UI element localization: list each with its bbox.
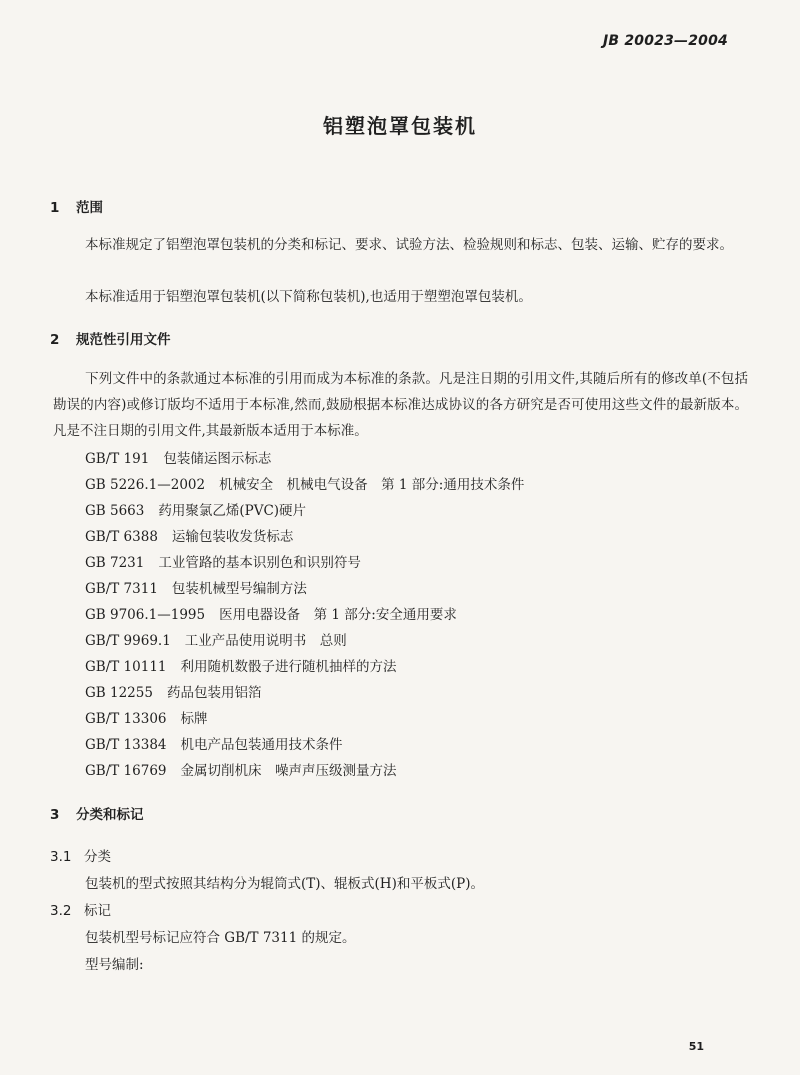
- paragraph-text: 下列文件中的条款通过本标准的引用而成为本标准的条款。凡是注日期的引用文件,其随后所有的修改单(不包括勘误的内容)或修订版均不适用于本标准,然而,鼓励根据本标准达成协议的各方研究是否可使用这些文件的最新版本。凡是不注日期的引用文件,其最新版本适用于本标准。: [53, 371, 748, 439]
- reference-name: 机电产品包装通用技术条件: [180, 737, 343, 753]
- reference-item: [85, 655, 397, 675]
- section-number: 3.2: [50, 903, 72, 919]
- reference-name: 运输包装收发货标志: [171, 529, 294, 545]
- reference-code: GB 5226.1—2002: [85, 477, 206, 493]
- reference-name: 机械安全 机械电气设备 第 1 部分:通用技术条件: [219, 477, 525, 493]
- standard-number: JB 20023—2004: [602, 33, 728, 49]
- section-1-paragraph-1: [53, 232, 748, 258]
- reference-item: [85, 759, 397, 779]
- paragraph-text: 本标准规定了铝塑泡罩包装机的分类和标记、要求、试验方法、检验规则和标志、包装、运输、贮存的要求。: [85, 237, 733, 253]
- reference-item: [85, 681, 261, 701]
- reference-name: 标牌: [180, 711, 208, 727]
- reference-name: 医用电器设备 第 1 部分:安全通用要求: [219, 607, 457, 623]
- section-title: 分类: [84, 849, 111, 865]
- section-3-2-text-2: 型号编制:: [85, 957, 144, 973]
- section-3-2-text: 包装机型号标记应符合 GB/T 7311 的规定。: [85, 930, 356, 946]
- reference-name: 利用随机数骰子进行随机抽样的方法: [180, 659, 397, 675]
- reference-code: GB/T 13306: [85, 711, 167, 727]
- section-title: 分类和标记: [76, 807, 144, 823]
- reference-item: [85, 499, 306, 519]
- reference-name: 药品包装用铝箔: [166, 685, 262, 701]
- section-title: 规范性引用文件: [76, 332, 171, 348]
- reference-name: 包装储运图示标志: [163, 451, 272, 467]
- document-title: 铝塑泡罩包装机: [323, 114, 477, 138]
- section-number: 3.1: [50, 849, 72, 865]
- page-number: 51: [688, 1040, 704, 1053]
- section-3-2-heading: [50, 899, 111, 919]
- section-3-heading: [50, 803, 144, 823]
- section-3-1-heading: [50, 845, 111, 865]
- reference-item: [85, 629, 347, 649]
- reference-name: 药用聚氯乙烯(PVC)硬片: [158, 503, 307, 519]
- section-number: 2: [50, 332, 60, 348]
- reference-code: GB 12255: [85, 685, 153, 701]
- reference-code: GB 5663: [85, 503, 145, 519]
- section-2-intro: [53, 366, 748, 444]
- reference-name: 工业管路的基本识别色和识别符号: [158, 555, 361, 571]
- reference-name: 金属切削机床 噪声声压级测量方法: [180, 763, 397, 779]
- reference-item: [85, 733, 343, 753]
- section-1-heading: [50, 196, 103, 216]
- reference-code: GB/T 6388: [85, 529, 158, 545]
- reference-code: GB 7231: [85, 555, 145, 571]
- section-2-heading: [50, 328, 171, 348]
- reference-code: GB/T 9969.1: [85, 633, 171, 649]
- reference-code: GB/T 13384: [85, 737, 167, 753]
- reference-item: [85, 473, 524, 493]
- reference-code: GB/T 7311: [85, 581, 158, 597]
- section-1-paragraph-2: [53, 284, 748, 310]
- reference-name: 工业产品使用说明书 总则: [184, 633, 347, 649]
- section-title: 标记: [84, 903, 111, 919]
- reference-code: GB 9706.1—1995: [85, 607, 206, 623]
- section-title: 范围: [76, 200, 103, 216]
- section-3-1-text: 包装机的型式按照其结构分为辊筒式(T)、辊板式(H)和平板式(P)。: [85, 876, 484, 892]
- reference-name: 包装机械型号编制方法: [171, 581, 307, 597]
- section-number: 1: [50, 200, 60, 216]
- reference-item: [85, 525, 293, 545]
- reference-item: [85, 577, 307, 597]
- reference-item: [85, 447, 271, 467]
- reference-item: [85, 603, 457, 623]
- reference-code: GB/T 191: [85, 451, 150, 467]
- reference-item: [85, 551, 361, 571]
- reference-code: GB/T 16769: [85, 763, 167, 779]
- paragraph-text: 本标准适用于铝塑泡罩包装机(以下简称包装机),也适用于塑塑泡罩包装机。: [85, 289, 532, 305]
- reference-code: GB/T 10111: [85, 659, 167, 675]
- reference-item: [85, 707, 208, 727]
- section-number: 3: [50, 807, 60, 823]
